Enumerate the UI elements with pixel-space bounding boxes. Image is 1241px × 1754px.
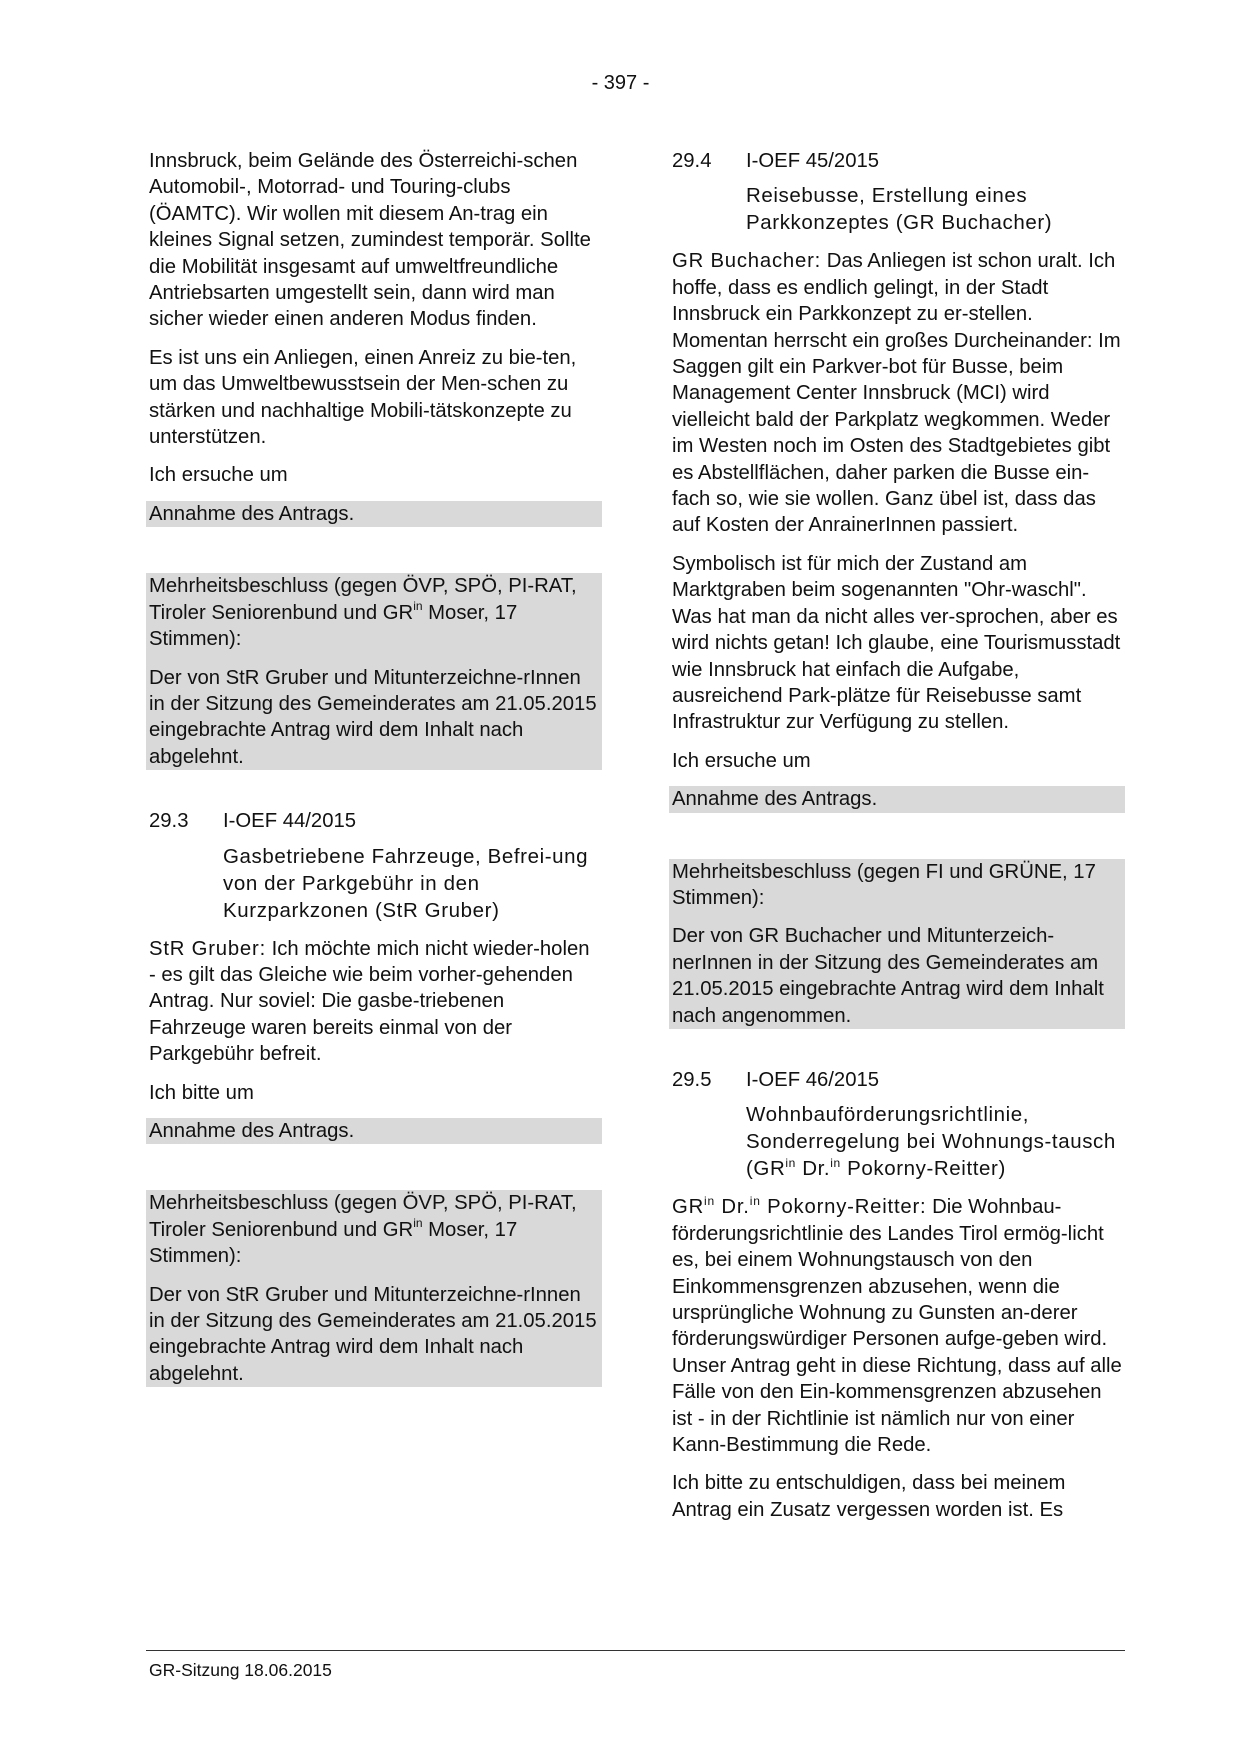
paragraph: Ich bitte um xyxy=(149,1081,254,1104)
paragraph: Ich bitte zu entschuldigen, dass bei meinem Antrag ein Zusatz vergessen worden ist. Es xyxy=(672,1472,1066,1521)
page-number: - 397 - xyxy=(591,72,650,94)
section-title: Reisebusse, Erstellung eines Parkkonzeptes (GR Buchacher) xyxy=(746,184,1053,235)
resolution-vote: Mehrheitsbeschluss (gegen FI und GRÜNE, 17 Stimmen): xyxy=(672,860,1096,909)
speaker-name: StR Gruber: xyxy=(149,937,266,960)
section-number: 29.4 xyxy=(672,150,712,172)
speech-paragraph: $GR^{in}$ Dr.$^{in}$ Pokorny-Reitter: Die Wohnbau-förderungsrichtlinie des Landes Tirol ermög-licht es, bei einem Wohnungstausch von den Einkommensgrenzen abzusehen, wenn die ursprüngliche Wohnung zu Gunsten an-derer förderungswürdiger Personen aufge-geben wird. Unser Antrag geht in diese Richtung, dass auf alle Fälle von den Ein-kommensgrenzen abzusehen ist - in der Richtlinie ist nämlich nur von einer Kann-Bestimmung die Rede. xyxy=(672,1193,1122,1457)
resolution-text: Der von StR Gruber und Mitunterzeichne-rInnen in der Sitzung des Gemeinderates am 21.05.2015 eingebrachte Antrag wird dem Inhalt nach abgelehnt. xyxy=(149,1283,597,1385)
section-heading-29-5 xyxy=(669,1067,1125,1093)
speaker-name: $GR^{in}$ Dr.$^{in}$ Pokorny-Reitter: xyxy=(672,1193,927,1219)
footer-divider xyxy=(146,1650,1125,1651)
motion-highlight: Annahme des Antrags. xyxy=(146,501,602,527)
left-column xyxy=(146,148,602,1387)
paragraph: Symbolisch ist für mich der Zustand am Marktgraben beim sogenannten "Ohr-waschl". Was hat man da nicht alles ver-sprochen, aber es wird nichts getan! Ich glaube, eine Tourismusstadt wie Innsbruck hat einfach die Aufgabe, ausreichend Park-plätze für Reisebusse samt Infrastruktur zur Verfügung zu stellen. xyxy=(672,552,1121,734)
section-heading-29-3 xyxy=(146,808,602,834)
section-title: Wohnbauförderungsrichtlinie, Sonderregelung bei Wohnungs-tausch ($GR^{in}$ Dr.$^{in}$ Pokorny-Reitter) xyxy=(746,1103,1116,1181)
right-column xyxy=(669,148,1125,1535)
paragraph: Es ist uns ein Anliegen, einen Anreiz zu bie-ten, um das Umweltbewusstsein der Men-schen zu stärken und nachhaltige Mobili-tätskonzepte zu unterstützen. xyxy=(149,346,577,449)
section-number: 29.3 xyxy=(149,810,189,833)
speech-paragraph: StR Gruber: Ich möchte mich nicht wieder-holen - es gilt das Gleiche wie beim vorher-gehenden Antrag. Nur soviel: Die gasbe-triebenen Fahrzeuge waren bereits einmal von der Parkgebühr befreit. xyxy=(149,937,590,1066)
speaker-name: GR Buchacher: xyxy=(672,250,822,273)
section-id: I-OEF 46/2015 xyxy=(746,1068,880,1091)
resolution-vote: Mehrheitsbeschluss (gegen ÖVP, SPÖ, PI-RAT, Tiroler Seniorenbund und $GR^{in}$ Moser, 17 Stimmen): xyxy=(149,575,577,651)
section-id: I-OEF 45/2015 xyxy=(746,150,880,172)
paragraph: Ich ersuche um xyxy=(672,749,811,772)
section-heading-29-4 xyxy=(669,148,1125,174)
paragraph: Innsbruck, beim Gelände des Österreichi-schen Automobil-, Motorrad- und Touring-clubs (ÖAMTC). Wir wollen mit diesem An-trag ein kleines Signal setzen, zumindest temporär. Sollte die Mobilität insgesamt auf umweltfreundliche Antriebsarten umgestellt sein, dann wird man sicher wieder einen anderen Modus finden. xyxy=(149,150,591,331)
resolution-box xyxy=(146,1190,602,1387)
motion-highlight: Annahme des Antrags. xyxy=(146,1118,602,1144)
section-number: 29.5 xyxy=(672,1068,712,1091)
section-id: I-OEF 44/2015 xyxy=(223,810,357,833)
footer-text: GR-Sitzung 18.06.2015 xyxy=(149,1660,332,1680)
resolution-box xyxy=(669,859,1125,1029)
resolution-text: Der von GR Buchacher und Mitunterzeich-nerInnen in der Sitzung des Gemeinderates am 21.05.2015 eingebrachte Antrag wird dem Inhalt nach angenommen. xyxy=(672,925,1104,1027)
resolution-text: Der von StR Gruber und Mitunterzeichne-rInnen in der Sitzung des Gemeinderates am 21.05.2015 eingebrachte Antrag wird dem Inhalt nach abgelehnt. xyxy=(149,666,597,768)
resolution-vote: Mehrheitsbeschluss (gegen ÖVP, SPÖ, PI-RAT, Tiroler Seniorenbund und $GR^{in}$ Moser, 17 Stimmen): xyxy=(149,1192,577,1268)
section-title: Gasbetriebene Fahrzeuge, Befrei-ung von der Parkgebühr in den Kurzparkzonen (StR Gruber) xyxy=(223,844,589,922)
resolution-box xyxy=(146,573,602,770)
paragraph: Ich ersuche um xyxy=(149,464,288,487)
motion-highlight: Annahme des Antrags. xyxy=(669,786,1125,812)
speech-paragraph: GR Buchacher: Das Anliegen ist schon uralt. Ich hoffe, dass es endlich gelingt, in der Stadt Innsbruck ein Parkkonzept zu er-stellen. Momentan herrscht ein großes Durcheinander: Im Saggen gilt ein Parkver-bot für Busse, beim Management Center Innsbruck (MCI) wird vielleicht bald der Parkplatz wegkommen. Weder im Westen noch im Osten des Stadtgebietes gibt es Abstellflächen, daher parken die Busse ein-fach so, wie sie wollen. Ganz übel ist, dass das auf Kosten der AnrainerInnen passiert. xyxy=(672,250,1121,537)
